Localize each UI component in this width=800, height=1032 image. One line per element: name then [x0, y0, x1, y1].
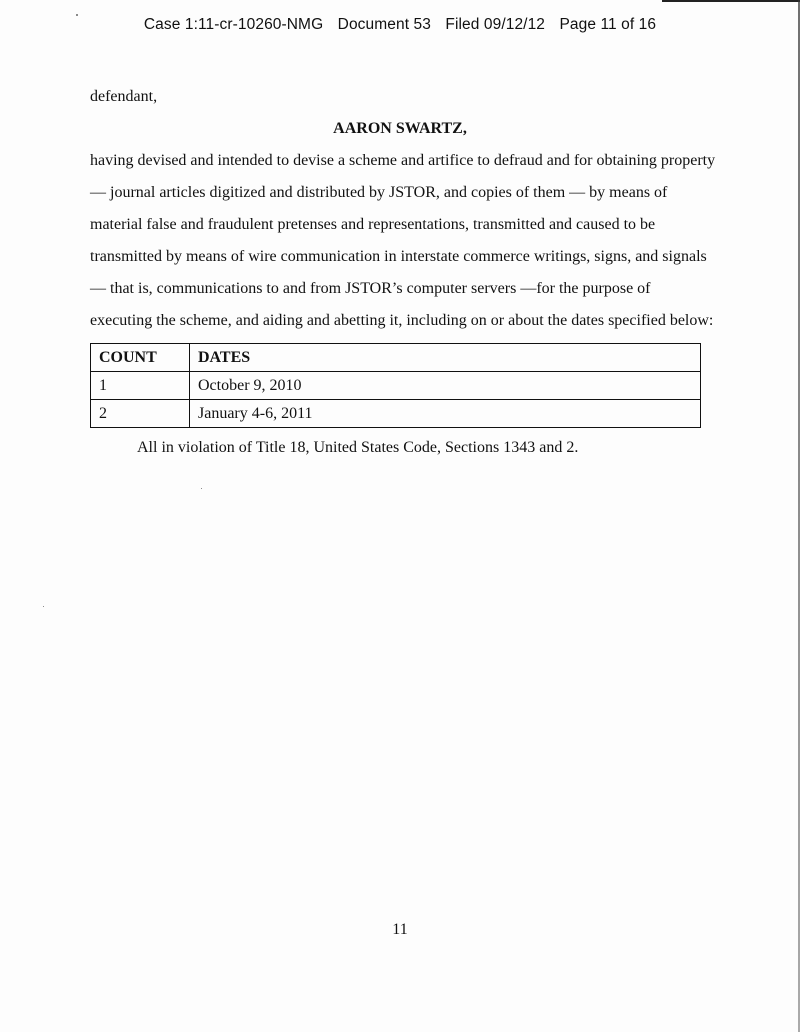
date-cell: October 9, 2010: [190, 372, 701, 400]
case-header: [0, 16, 800, 34]
scan-edge-top: [662, 0, 800, 2]
page-indicator: Page 11 of 16: [559, 16, 657, 33]
document-number: Document 53: [337, 16, 431, 33]
table-row: [91, 400, 701, 428]
table-row: [91, 372, 701, 400]
paragraph-line: executing the scheme, and aiding and abetting it, including on or about the dates specified below:: [90, 312, 714, 329]
scan-speck: [201, 488, 202, 489]
paragraph-line: having devised and intended to devise a scheme and artifice to defraud and for obtaining property: [90, 152, 716, 169]
count-cell: 2: [91, 400, 190, 428]
violation-statement: All in violation of Title 18, United States Code, Sections 1343 and 2.: [137, 439, 579, 456]
defendant-name: AARON SWARTZ,: [333, 120, 467, 137]
filed-date: Filed 09/12/12: [445, 16, 546, 33]
column-header-dates: DATES: [190, 344, 701, 372]
date-cell: January 4-6, 2011: [190, 400, 701, 428]
paragraph-line: transmitted by means of wire communication in interstate commerce writings, signs, and signals: [90, 248, 707, 265]
intro-text: defendant,: [90, 88, 158, 105]
count-cell: 1: [91, 372, 190, 400]
scan-speck: [43, 606, 44, 607]
counts-table: [90, 343, 701, 428]
paragraph-line: material false and fraudulent pretenses and representations, transmitted and caused to be: [90, 216, 656, 233]
column-header-count: COUNT: [91, 344, 190, 372]
paragraph-line: — journal articles digitized and distributed by JSTOR, and copies of them — by means of: [90, 184, 668, 201]
paragraph-line: — that is, communications to and from JSTOR’s computer servers —for the purpose of: [90, 280, 651, 297]
case-number: Case 1:11-cr-10260-NMG: [143, 16, 324, 33]
page-number: 11: [392, 921, 408, 938]
table-header-row: [91, 344, 701, 372]
